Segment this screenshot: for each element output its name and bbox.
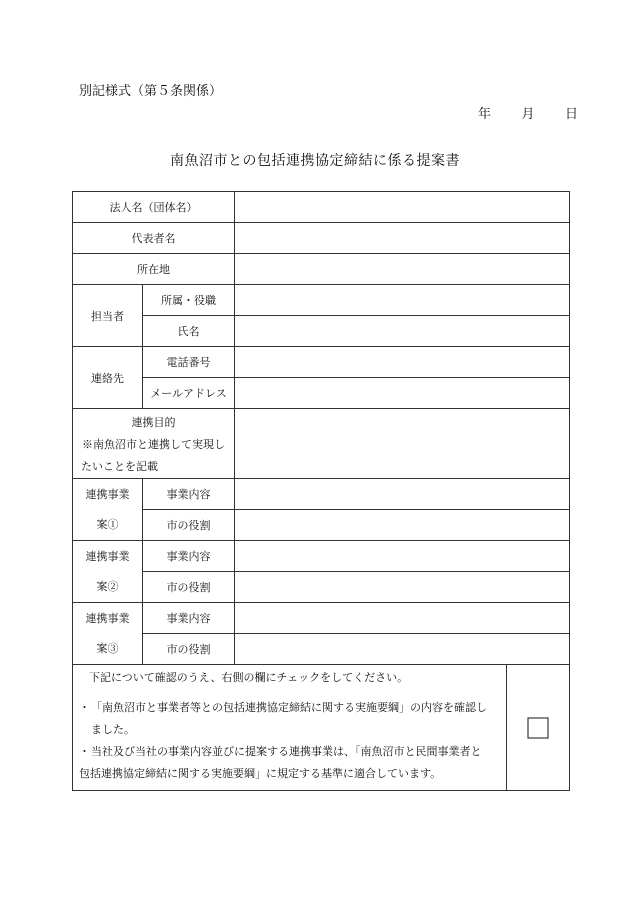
date-line [478,103,578,122]
label-project-2 [73,541,143,603]
project-1-line-b: 案① [96,517,119,531]
row-confirmation [73,665,570,791]
row-project3-content [73,603,570,634]
field-project-2-role[interactable] [235,572,570,603]
field-project-3-content[interactable] [235,603,570,634]
label-project-3 [73,603,143,665]
project-3-line-b: 案③ [96,641,119,655]
date-month: 月 [521,107,535,122]
label-department: 所属・役職 [143,285,235,316]
row-name [73,316,570,347]
row-department [73,285,570,316]
form-label: 別記様式（第５条関係） [79,84,223,99]
purpose-line-3: たいことを記載 [81,459,158,473]
row-address [73,254,570,285]
label-project-2-role: 市の役割 [143,572,235,603]
label-representative: 代表者名 [73,223,235,254]
field-corp-name[interactable] [235,192,570,223]
field-phone[interactable] [235,347,570,378]
field-project-2-content[interactable] [235,541,570,572]
label-project-1-role: 市の役割 [143,510,235,541]
row-project3-role [73,634,570,665]
bullet-2: ・ [79,745,90,758]
label-project-1-content: 事業内容 [143,479,235,510]
row-purpose [73,409,570,479]
row-project2-role [73,572,570,603]
item-1-line-1: 「南魚沼市と事業者等との包括連携協定締結に関する実施要綱」の内容を確認し [91,701,487,714]
proposal-form-table [72,191,570,791]
label-project-3-content: 事業内容 [143,603,235,634]
purpose-line-1: 連携目的 [131,415,176,429]
confirmation-text [73,665,507,791]
field-address[interactable] [235,254,570,285]
row-representative [73,223,570,254]
project-1-line-a: 連携事業 [85,487,130,501]
date-year: 年 [478,107,492,122]
date-day: 日 [564,107,578,122]
confirmation-check-cell [507,665,570,791]
project-2-line-b: 案② [96,579,119,593]
document-title: 南魚沼市との包括連携協定締結に係る提案書 [170,153,460,169]
confirmation-intro: 下記について確認のうえ、右側の欄にチェックをしてください。 [89,671,409,684]
field-project-1-content[interactable] [235,479,570,510]
item-2-line-2: 包括連携協定締結に関する実施要綱」に規定する基準に適合しています。 [79,767,442,780]
bullet-1: ・ [79,701,90,714]
field-department[interactable] [235,285,570,316]
label-project-2-content: 事業内容 [143,541,235,572]
label-email: メールアドレス [143,378,235,409]
field-project-3-role[interactable] [235,634,570,665]
label-purpose [73,409,235,479]
field-email[interactable] [235,378,570,409]
label-project-1 [73,479,143,541]
item-1-line-2: ました。 [91,723,135,736]
row-project1-content [73,479,570,510]
label-person-in-charge: 担当者 [73,285,143,347]
label-address: 所在地 [73,254,235,285]
row-phone [73,347,570,378]
label-corp-name: 法人名（団体名） [73,192,235,223]
row-project2-content [73,541,570,572]
label-project-3-role: 市の役割 [143,634,235,665]
field-name[interactable] [235,316,570,347]
purpose-line-2: ※南魚沼市と連携して実現し [82,437,225,451]
confirmation-checkbox[interactable] [528,717,549,738]
project-2-line-a: 連携事業 [85,549,130,563]
row-email [73,378,570,409]
project-3-line-a: 連携事業 [85,611,130,625]
label-phone: 電話番号 [143,347,235,378]
confirmation-item-1 [79,697,500,741]
field-representative[interactable] [235,223,570,254]
field-project-1-role[interactable] [235,510,570,541]
row-project1-role [73,510,570,541]
item-2-line-1: 当社及び当社の事業内容並びに提案する連携事業は、「南魚沼市と民間事業者と [91,745,482,758]
field-purpose[interactable] [235,409,570,479]
row-corp-name [73,192,570,223]
label-name: 氏名 [143,316,235,347]
label-contact: 連絡先 [73,347,143,409]
confirmation-item-2 [79,741,500,785]
